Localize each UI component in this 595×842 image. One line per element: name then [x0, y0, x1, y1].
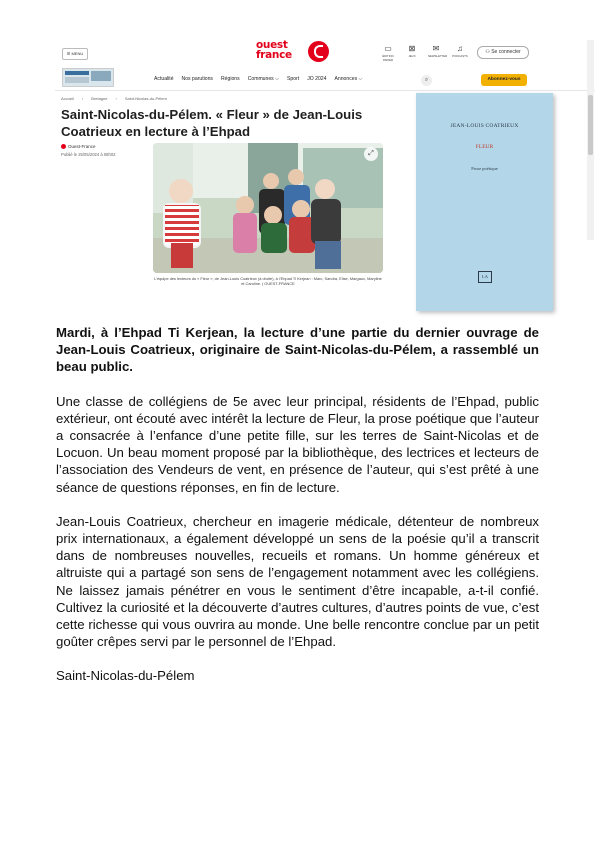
article-signature: Saint-Nicolas-du-Pélem	[56, 668, 195, 684]
menu-icon: ☰	[66, 51, 72, 56]
article-source: Ouest-France	[61, 144, 96, 149]
ouest-france-logo[interactable]	[256, 40, 336, 64]
newsletter-icon: ✉	[432, 44, 440, 53]
main-nav	[154, 76, 362, 83]
source-logo-icon	[61, 144, 66, 149]
breadcrumb-separator: ›	[81, 96, 84, 101]
nav-item-nos-parutions[interactable]: Nos parutions	[181, 76, 213, 82]
breadcrumb	[61, 96, 167, 101]
nav-item-jo-2024[interactable]: JO 2024	[307, 76, 327, 82]
logo-mark-icon	[308, 41, 329, 62]
article-lead: Mardi, à l’Ehpad Ti Kerjean, la lecture d’une partie du dernier ouvrage de Jean-Louis Coatrieux, originaire de Saint-Nicolas-du-Pélem, a rassemblé un beau public.	[56, 325, 539, 375]
chevron-down-icon: ⌵	[273, 76, 280, 82]
logo-text: ouest france	[256, 39, 292, 61]
print-edition-icon: ▭	[384, 44, 392, 53]
login-button[interactable]: ⚇ Se connecter	[477, 46, 529, 59]
breadcrumb-item[interactable]: Accueil	[61, 96, 74, 101]
edition-thumbnail[interactable]	[62, 68, 114, 87]
breadcrumb-item[interactable]: Saint-Nicolas-du-Pélem	[124, 96, 167, 101]
nav-item-communes[interactable]: Communes ⌵	[247, 76, 280, 82]
publisher-logo: LA	[478, 271, 492, 283]
article-body	[56, 324, 539, 685]
user-icon: ⚇	[485, 49, 492, 55]
article-title: Saint-Nicolas-du-Pélem. « Fleur » de Jean-Louis Coatrieux en lecture à l’Ehpad	[61, 107, 363, 139]
chevron-down-icon: ⌵	[357, 76, 363, 82]
search-icon[interactable]: ⌕	[421, 75, 432, 86]
newsletter-button[interactable]: ✉ NEWSLETTER	[428, 44, 448, 58]
podcast-icon: ♫	[457, 44, 463, 53]
header-icons	[380, 44, 468, 62]
podcasts-button[interactable]: ♫ PODCASTS	[452, 44, 468, 58]
expand-icon[interactable]: ⤢	[364, 147, 378, 161]
nav-item-sport[interactable]: Sport	[287, 76, 300, 82]
book-title: FLEUR	[475, 144, 494, 150]
article-paragraph: Jean-Louis Coatrieux, chercheur en imagerie médicale, détenteur de nombreux prix internationaux, a également développé un sens de la poésie qu’il a transcrit dans de nombreuses nouvelles, recueils et romans. Un homme généreux et altruiste qui a partagé son sens de l’engagement notamment avec les collégiens. Ne laissez jamais pénétrer en vous le sentiment d’être incapable, a-t-il confié. Cultivez la curiosité et la découverte d’autres cultures, d’autres points de vue, c’est cette richesse qui vous ouvrira au monde. Une belle rencontre conclue par un petit goûter crêpes servi par le personnel de l’Ehpad.	[56, 513, 539, 650]
print-edition-button[interactable]: ▭ ÉDITION PAPIER	[380, 44, 396, 62]
subscribe-button[interactable]: Abonnez-vous	[481, 74, 527, 86]
group-photo-illustration	[153, 143, 383, 273]
scrollbar[interactable]	[587, 40, 594, 240]
book-author: JEAN-LOUIS COATRIEUX	[450, 123, 519, 129]
book-cover	[416, 93, 553, 311]
article-photo[interactable]	[153, 143, 383, 273]
breadcrumb-separator: ›	[115, 96, 117, 101]
breadcrumb-item[interactable]: Bretagne	[91, 96, 108, 101]
scrollbar-thumb[interactable]	[588, 95, 593, 155]
article-date: Publié le 25/05/2024 à 08h02	[61, 152, 116, 157]
photo-caption: L’équipe des lecteurs du « Fleur », de Jean-Louis Coatrieux (à droite), à l’Ehpad Ti Kerjean : Marc, Sandra, Elise, Margaux, Maryline et Caroline. | OUEST-FRANCE	[154, 276, 382, 287]
article-paragraph: Une classe de collégiens de 5e avec leur principal, résidents de l’Ehpad, public extérieur, ont écouté avec intérêt la lecture de Fleur, la prose poétique que l’auteur a consacrée à l’enfance d’une petite fille, sur les terres de Saint-Nicolas et de Locuon. Un beau moment proposé par la bibliothèque, des lectrices et lecteurs de l’association des Vendeurs de vent, en présence de l’auteur, qui s’est prêté à une séance de questions réponses, en fin de lecture.	[56, 393, 539, 495]
games-icon: ⊠	[408, 44, 416, 53]
games-button[interactable]: ⊠ JEUX	[404, 44, 420, 62]
nav-item-regions[interactable]: Régions	[220, 76, 240, 82]
nav-item-annonces[interactable]: Annonces ⌵	[334, 76, 363, 82]
book-genre: Prose poétique	[471, 166, 498, 171]
menu-button[interactable]: ☰ MENU	[62, 48, 88, 60]
header-divider	[55, 90, 595, 91]
nav-item-actualite[interactable]: Actualité	[154, 76, 174, 82]
